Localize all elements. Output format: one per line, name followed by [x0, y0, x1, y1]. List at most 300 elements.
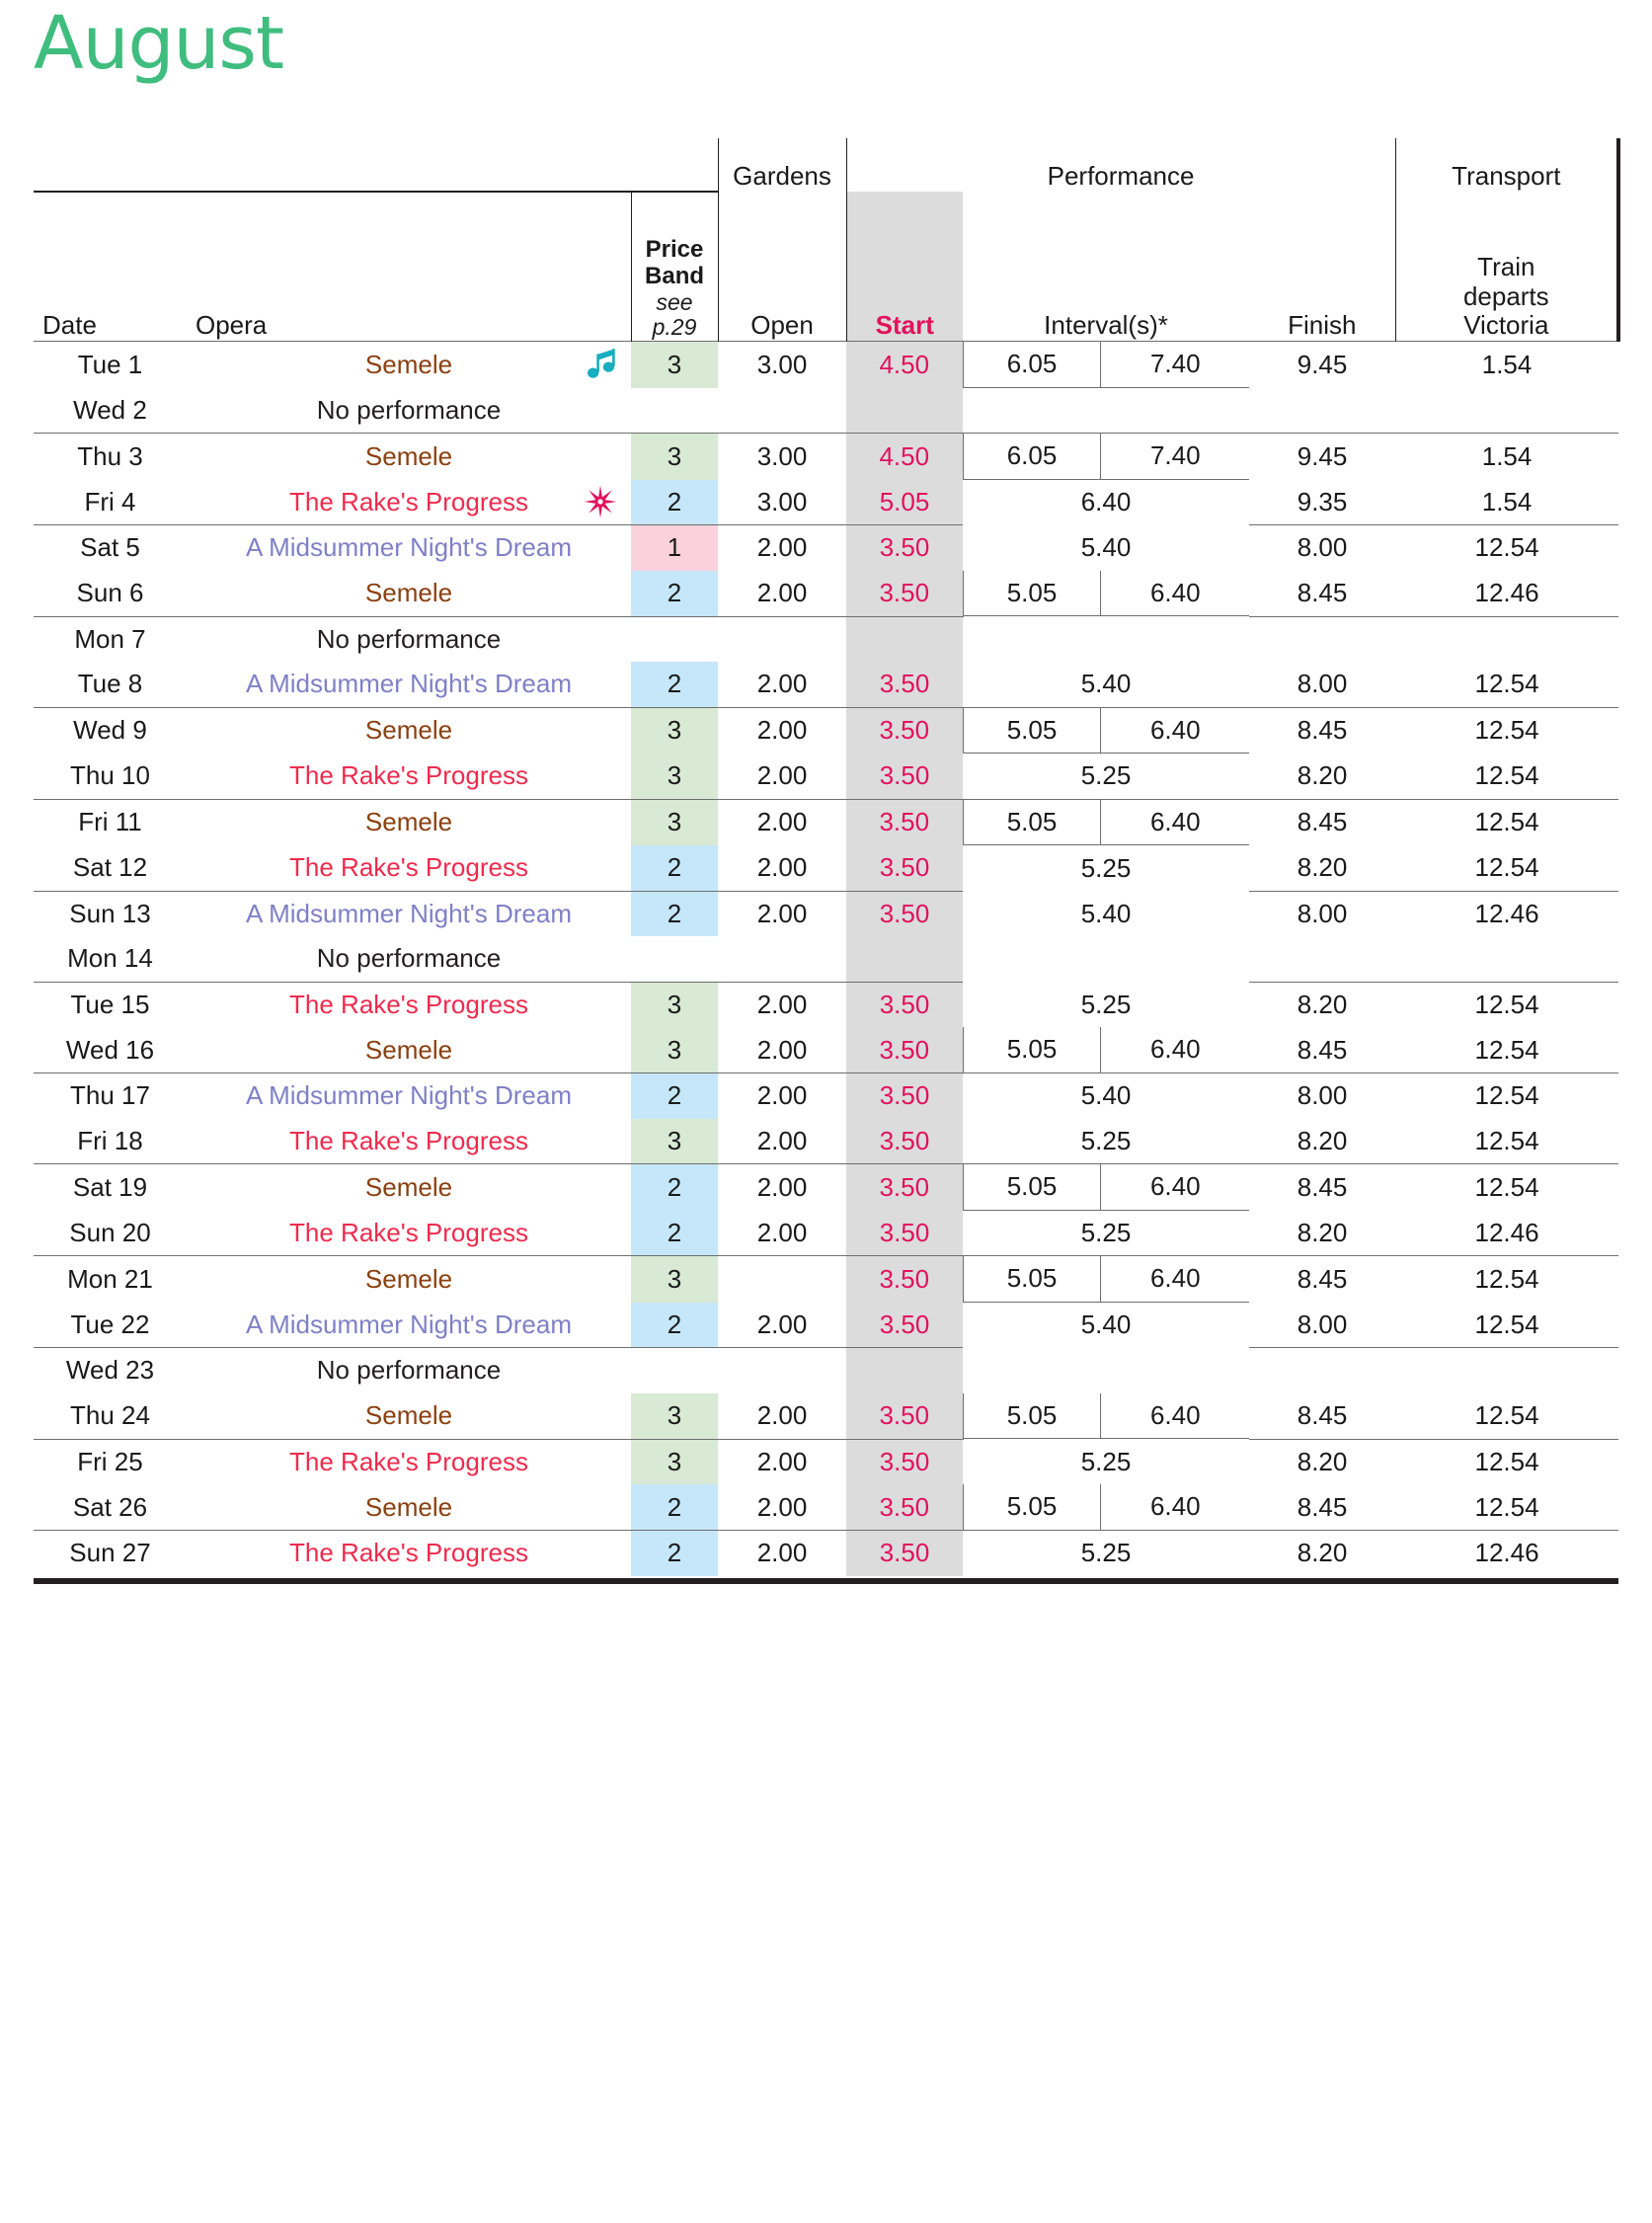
cell-train-departs: 1.54	[1395, 342, 1618, 388]
cell-finish-time: 8.45	[1297, 1034, 1348, 1065]
cell-start-time: 3.50	[846, 1303, 963, 1348]
cell-gardens-open: 3.00	[756, 486, 808, 516]
cell-price-band: 1	[631, 525, 718, 571]
cell-date: Thu 10	[70, 760, 150, 791]
cell-intervals	[963, 799, 1249, 845]
opera-title: A Midsummer Night's Dream	[245, 669, 573, 699]
page-title: August	[34, 1, 283, 86]
cell-price-band: 3	[631, 707, 718, 754]
table-row[interactable]	[34, 1027, 1618, 1073]
header-opera: Opera	[196, 310, 268, 340]
header-group-gardens: Gardens	[718, 138, 846, 192]
cell-finish-time	[1249, 616, 1395, 662]
cell-gardens-open: 2.00	[756, 1217, 808, 1247]
opera-title: The Rake's Progress	[289, 989, 528, 1019]
cell-price-band: 3	[631, 982, 718, 1027]
cell-interval-1: 5.05	[964, 1027, 1101, 1072]
header-group-transport: Transport	[1395, 138, 1618, 192]
opera-title: The Rake's Progress	[289, 852, 528, 883]
cell-start-time: 3.50	[846, 707, 963, 754]
cell-intervals	[963, 616, 1249, 662]
cell-intervals: 5.25	[1080, 852, 1132, 883]
cell-opera[interactable]	[187, 1027, 631, 1073]
cell-finish-time: 8.00	[1297, 669, 1348, 699]
cell-opera[interactable]	[187, 754, 631, 799]
cell-start-time: 3.50	[846, 1211, 963, 1256]
table-row[interactable]	[34, 1211, 1618, 1256]
cell-intervals: 5.40	[1080, 1080, 1132, 1110]
opera-title: A Midsummer Night's Dream	[245, 1080, 573, 1111]
cell-price-band	[631, 616, 718, 662]
cell-date: Fri 11	[34, 799, 187, 845]
cell-gardens-open: 3.00	[718, 434, 846, 480]
cell-train-departs: 12.54	[1474, 1125, 1539, 1155]
cell-intervals: 5.25	[1080, 1446, 1132, 1476]
cell-opera[interactable]	[187, 1164, 631, 1211]
table-row[interactable]	[34, 662, 1618, 707]
header-group-row	[34, 138, 1618, 192]
cell-date: Sun 13	[34, 891, 187, 936]
cell-opera[interactable]	[187, 1119, 631, 1164]
cell-start-time: 3.50	[846, 754, 963, 799]
cell-train-departs: 12.46	[1395, 1531, 1618, 1576]
cell-finish-time	[1249, 1348, 1395, 1393]
opera-title: Semele	[364, 1171, 453, 1202]
cell-start-time: 3.50	[846, 1164, 963, 1211]
cell-gardens-open	[718, 616, 846, 662]
cell-train-departs	[1395, 616, 1618, 662]
header-price-band-line1: Price	[645, 235, 704, 263]
cell-price-band: 3	[631, 434, 718, 480]
cell-intervals: 5.25	[1080, 1125, 1132, 1155]
opera-title: Semele	[364, 349, 453, 379]
cell-train-departs: 1.54	[1481, 486, 1533, 516]
cell-date: Wed 9	[34, 707, 187, 754]
opera-title: A Midsummer Night's Dream	[245, 898, 573, 928]
header-price-band	[631, 192, 718, 342]
header-train-line1: Train	[1477, 252, 1535, 282]
header-train-departs	[1395, 192, 1618, 342]
cell-finish-time: 8.20	[1249, 1531, 1395, 1576]
table-row[interactable]	[34, 1303, 1618, 1348]
cell-interval-1: 6.05	[964, 434, 1101, 479]
cell-finish-time: 8.45	[1297, 1400, 1348, 1430]
cell-date: Wed 2	[73, 394, 147, 425]
cell-date: Fri 25	[34, 1439, 187, 1484]
cell-opera[interactable]	[187, 342, 631, 388]
cell-gardens-open: 2.00	[756, 1125, 808, 1155]
cell-opera[interactable]	[187, 1348, 631, 1393]
cell-date: Wed 23	[34, 1348, 187, 1393]
cell-finish-time: 8.20	[1249, 982, 1395, 1027]
cell-gardens-open: 2.00	[718, 799, 846, 845]
cell-gardens-open: 2.00	[718, 525, 846, 571]
cell-start-time: 3.50	[846, 1027, 963, 1073]
opera-title: The Rake's Progress	[289, 1446, 528, 1476]
cell-opera[interactable]	[187, 1303, 631, 1348]
cell-opera[interactable]	[187, 799, 631, 845]
cell-opera[interactable]	[187, 1484, 631, 1531]
cell-finish-time: 8.45	[1297, 1491, 1348, 1522]
cell-interval-2: 6.40	[1101, 1484, 1249, 1530]
header-finish: Finish	[1288, 310, 1357, 340]
cell-finish-time: 8.45	[1249, 1256, 1395, 1303]
cell-start-time: 3.50	[846, 1484, 963, 1531]
opera-title: Semele	[364, 578, 453, 607]
table-row[interactable]	[34, 1164, 1618, 1211]
cell-price-band: 2	[631, 1211, 718, 1256]
cell-opera[interactable]	[187, 707, 631, 754]
table-row[interactable]	[34, 1439, 1618, 1484]
cell-date: Thu 17	[34, 1073, 187, 1119]
cell-interval-1: 5.05	[964, 1164, 1101, 1210]
cell-train-departs: 12.54	[1395, 1073, 1618, 1119]
cell-gardens-open: 2.00	[756, 578, 808, 607]
cell-start-time: 3.50	[846, 1119, 963, 1164]
schedule-table	[34, 138, 1620, 1576]
cell-intervals	[963, 707, 1249, 754]
cell-intervals	[963, 1484, 1249, 1531]
cell-opera[interactable]	[187, 662, 631, 707]
opera-title: The Rake's Progress	[289, 760, 528, 791]
cell-gardens-open: 2.00	[756, 852, 808, 883]
cell-opera[interactable]	[187, 1531, 631, 1576]
cell-opera[interactable]	[187, 845, 631, 891]
table-row[interactable]	[34, 982, 1618, 1027]
cell-train-departs: 12.54	[1474, 1034, 1539, 1065]
table-row[interactable]	[34, 616, 1618, 662]
cell-train-departs: 12.54	[1395, 799, 1618, 845]
table-row[interactable]	[34, 571, 1618, 617]
cell-opera[interactable]	[187, 388, 631, 434]
table-row[interactable]	[34, 936, 1618, 982]
cell-train-departs	[1395, 388, 1618, 434]
cell-intervals: 5.40	[1080, 669, 1132, 699]
cell-finish-time: 8.20	[1249, 1439, 1395, 1484]
cell-start-time: 3.50	[846, 799, 963, 845]
cell-date: Tue 15	[34, 982, 187, 1027]
cell-start-time: 3.50	[846, 1256, 963, 1303]
cell-finish-time: 9.35	[1297, 486, 1348, 516]
table-row[interactable]	[34, 388, 1618, 434]
opera-title: Semele	[364, 807, 453, 837]
cell-train-departs: 1.54	[1395, 434, 1618, 480]
table-row[interactable]	[34, 707, 1618, 754]
cell-date: Mon 7	[34, 616, 187, 662]
cell-price-band: 2	[631, 845, 718, 891]
cell-price-band	[631, 936, 718, 982]
music-note-icon	[588, 348, 617, 381]
table-row[interactable]	[34, 754, 1618, 799]
cell-finish-time: 8.20	[1297, 760, 1348, 791]
cell-start-time: 3.50	[846, 571, 963, 617]
cell-opera[interactable]	[187, 480, 631, 525]
opera-title: Semele	[364, 1263, 453, 1294]
cell-date: Fri 4	[84, 486, 136, 516]
cell-date: Sat 26	[72, 1491, 148, 1522]
cell-opera[interactable]	[187, 1073, 631, 1119]
opera-title: A Midsummer Night's Dream	[245, 532, 573, 563]
cell-opera[interactable]	[187, 936, 631, 982]
cell-intervals	[963, 1348, 1249, 1393]
cell-price-band	[631, 1348, 718, 1393]
cell-finish-time: 8.00	[1249, 525, 1395, 571]
table-row[interactable]	[34, 434, 1618, 480]
table-row[interactable]	[34, 1073, 1618, 1119]
cell-train-departs	[1395, 1348, 1618, 1393]
opera-title: The Rake's Progress	[289, 1538, 528, 1568]
header-column-row	[34, 192, 1618, 342]
cell-intervals	[963, 1027, 1249, 1073]
table-row[interactable]	[34, 845, 1618, 891]
cell-train-departs: 12.54	[1474, 669, 1539, 699]
cell-gardens-open: 2.00	[718, 891, 846, 936]
opera-title: No performance	[316, 394, 502, 425]
cell-intervals: 5.25	[1080, 989, 1132, 1019]
header-open: Open	[718, 192, 846, 342]
cell-opera[interactable]	[187, 616, 631, 662]
cell-gardens-open: 2.00	[756, 1491, 808, 1522]
cell-date: Sun 6	[76, 578, 144, 607]
cell-train-departs: 12.46	[1474, 1217, 1539, 1247]
opera-title: Semele	[364, 1491, 453, 1522]
cell-intervals: 5.25	[1080, 1217, 1132, 1247]
cell-date: Sun 20	[69, 1217, 151, 1247]
table-head	[34, 138, 1618, 342]
cell-price-band: 3	[631, 754, 718, 799]
header-train-line3: Victoria	[1463, 310, 1549, 341]
cell-intervals	[963, 936, 1249, 982]
cell-train-departs: 12.54	[1474, 1491, 1539, 1522]
table-row[interactable]	[34, 1484, 1618, 1531]
cell-interval-2: 6.40	[1101, 1164, 1249, 1210]
cell-opera[interactable]	[187, 891, 631, 936]
cell-price-band: 3	[631, 799, 718, 845]
cell-price-band: 2	[631, 1164, 718, 1211]
cell-opera[interactable]	[187, 434, 631, 480]
opera-title: A Midsummer Night's Dream	[245, 1309, 573, 1339]
cell-interval-2: 6.40	[1101, 708, 1249, 754]
cell-intervals: 5.40	[1080, 1310, 1132, 1339]
cell-start-time	[846, 1348, 963, 1393]
cell-intervals	[963, 571, 1249, 617]
cell-date: Mon 21	[34, 1256, 187, 1303]
opera-title: No performance	[316, 1355, 502, 1386]
cell-interval-2: 6.40	[1101, 1027, 1249, 1072]
cell-opera[interactable]	[187, 525, 631, 571]
cell-date: Sat 5	[34, 525, 187, 571]
cell-train-departs: 12.54	[1395, 1256, 1618, 1303]
cell-finish-time: 8.00	[1249, 1073, 1395, 1119]
cell-intervals	[963, 1164, 1249, 1211]
cell-price-band: 3	[631, 1119, 718, 1164]
cell-gardens-open	[718, 936, 846, 982]
cell-price-band: 2	[631, 1531, 718, 1576]
cell-interval-1: 5.05	[964, 1484, 1101, 1530]
cell-price-band: 2	[631, 1073, 718, 1119]
cell-start-time	[846, 616, 963, 662]
header-group-blank	[34, 138, 718, 192]
cell-intervals: 6.40	[1080, 487, 1132, 516]
cell-start-time: 3.50	[846, 982, 963, 1027]
header-date: Date	[42, 310, 97, 340]
cell-date: Tue 22	[70, 1309, 150, 1339]
cell-interval-2: 7.40	[1101, 434, 1249, 479]
cell-interval-1: 5.05	[964, 571, 1101, 616]
cell-interval-2: 6.40	[1101, 571, 1249, 616]
cell-opera[interactable]	[187, 1211, 631, 1256]
cell-gardens-open: 2.00	[718, 1439, 846, 1484]
cell-intervals: 5.40	[1080, 898, 1132, 928]
table-bottom-rule	[34, 1578, 1618, 1584]
cell-start-time: 3.50	[846, 891, 963, 936]
cell-train-departs: 12.54	[1474, 1309, 1539, 1339]
opera-title: Semele	[364, 1400, 453, 1430]
cell-price-band: 2	[631, 662, 718, 707]
cell-interval-1: 6.05	[964, 342, 1101, 387]
table-row[interactable]	[34, 342, 1618, 388]
cell-train-departs: 12.54	[1474, 852, 1539, 883]
opera-title: The Rake's Progress	[289, 1125, 528, 1155]
cell-interval-1: 5.05	[964, 1256, 1101, 1302]
opera-title: No performance	[316, 943, 502, 974]
cell-finish-time: 9.45	[1249, 434, 1395, 480]
starburst-icon	[584, 485, 617, 518]
cell-intervals	[963, 342, 1249, 388]
cell-price-band: 2	[631, 1303, 718, 1348]
cell-finish-time: 8.00	[1297, 1309, 1348, 1339]
opera-title: No performance	[316, 623, 502, 654]
cell-date: Wed 16	[65, 1034, 155, 1065]
opera-title: The Rake's Progress	[289, 486, 528, 516]
cell-interval-2: 6.40	[1101, 1256, 1249, 1302]
cell-finish-time	[1249, 388, 1395, 434]
cell-price-band: 3	[631, 342, 718, 388]
table-row[interactable]	[34, 891, 1618, 936]
cell-interval-2: 6.40	[1101, 800, 1249, 845]
cell-gardens-open: 2.00	[756, 1400, 808, 1430]
cell-finish-time: 8.45	[1249, 799, 1395, 845]
table-row[interactable]	[34, 1256, 1618, 1303]
cell-opera[interactable]	[187, 571, 631, 617]
cell-intervals: 5.25	[1080, 1538, 1132, 1567]
cell-interval-1: 5.05	[964, 1393, 1101, 1439]
table-row[interactable]	[34, 1393, 1618, 1440]
cell-start-time: 3.50	[846, 1531, 963, 1576]
cell-price-band: 2	[631, 571, 718, 617]
cell-intervals	[963, 1256, 1249, 1303]
cell-gardens-open: 2.00	[756, 1309, 808, 1339]
cell-date: Fri 18	[77, 1125, 143, 1155]
table-row[interactable]	[34, 1119, 1618, 1164]
cell-intervals: 5.40	[1080, 532, 1132, 562]
cell-gardens-open: 2.00	[756, 760, 808, 791]
cell-interval-2: 7.40	[1101, 342, 1249, 387]
cell-finish-time: 8.20	[1297, 1125, 1348, 1155]
cell-start-time: 3.50	[846, 1439, 963, 1484]
table-row[interactable]	[34, 525, 1618, 571]
opera-title: Semele	[364, 715, 453, 746]
table-row[interactable]	[34, 1531, 1618, 1576]
cell-price-band: 2	[631, 1484, 718, 1531]
cell-opera[interactable]	[187, 1393, 631, 1440]
cell-gardens-open: 2.00	[756, 1034, 808, 1065]
cell-train-departs: 12.54	[1474, 760, 1539, 791]
cell-gardens-open: 2.00	[718, 707, 846, 754]
cell-train-departs: 12.46	[1474, 578, 1539, 607]
table-body	[34, 342, 1618, 1576]
cell-gardens-open: 2.00	[718, 1073, 846, 1119]
cell-start-time: 4.50	[846, 434, 963, 480]
cell-gardens-open: 2.00	[718, 1531, 846, 1576]
cell-price-band: 2	[631, 480, 718, 525]
cell-start-time: 4.50	[846, 342, 963, 388]
opera-title: The Rake's Progress	[289, 1217, 528, 1247]
opera-title: Semele	[364, 1034, 453, 1065]
cell-gardens-open: 2.00	[718, 982, 846, 1027]
cell-train-departs: 12.54	[1395, 1164, 1618, 1211]
cell-price-band	[631, 388, 718, 434]
cell-date: Thu 3	[34, 434, 187, 480]
cell-train-departs: 12.54	[1395, 1439, 1618, 1484]
cell-gardens-open: 3.00	[718, 342, 846, 388]
cell-start-time: 3.50	[846, 1393, 963, 1440]
cell-price-band: 3	[631, 1027, 718, 1073]
cell-finish-time: 8.00	[1249, 891, 1395, 936]
cell-date: Tue 1	[34, 342, 187, 388]
cell-intervals: 5.25	[1080, 760, 1132, 791]
cell-gardens-open: 2.00	[718, 1164, 846, 1211]
cell-opera[interactable]	[187, 1256, 631, 1303]
cell-intervals	[963, 1393, 1249, 1440]
cell-opera[interactable]	[187, 982, 631, 1027]
cell-date: Tue 8	[77, 669, 143, 699]
cell-train-departs: 12.54	[1395, 707, 1618, 754]
opera-title: Semele	[364, 440, 453, 471]
cell-finish-time: 8.20	[1297, 1217, 1348, 1247]
cell-opera[interactable]	[187, 1439, 631, 1484]
cell-date: Sun 27	[34, 1531, 187, 1576]
cell-intervals	[963, 434, 1249, 480]
table-row[interactable]	[34, 799, 1618, 845]
cell-price-band: 3	[631, 1256, 718, 1303]
cell-train-departs: 12.54	[1395, 982, 1618, 1027]
cell-intervals	[963, 388, 1249, 434]
cell-gardens-open	[718, 1348, 846, 1393]
cell-start-time: 3.50	[846, 662, 963, 707]
table-row[interactable]	[34, 1348, 1618, 1393]
cell-date: Sat 19	[34, 1164, 187, 1211]
cell-interval-1: 5.05	[964, 708, 1101, 754]
cell-finish-time: 8.45	[1249, 707, 1395, 754]
cell-finish-time: 9.45	[1249, 342, 1395, 388]
header-price-band-note1: see	[656, 288, 693, 315]
cell-finish-time: 8.45	[1297, 578, 1348, 607]
schedule-table-container	[34, 138, 1618, 1576]
cell-finish-time	[1249, 936, 1395, 982]
cell-train-departs: 12.46	[1395, 891, 1618, 936]
table-row[interactable]	[34, 480, 1618, 525]
cell-date: Sat 12	[72, 852, 148, 883]
cell-interval-2: 6.40	[1101, 1393, 1249, 1439]
cell-train-departs: 12.54	[1395, 525, 1618, 571]
cell-start-time: 3.50	[846, 525, 963, 571]
header-train-line2: departs	[1462, 280, 1549, 311]
cell-gardens-open	[718, 1256, 846, 1303]
header-intervals: Interval(s)*	[1044, 310, 1168, 340]
cell-start-time: 3.50	[846, 1073, 963, 1119]
cell-finish-time: 8.45	[1249, 1164, 1395, 1211]
